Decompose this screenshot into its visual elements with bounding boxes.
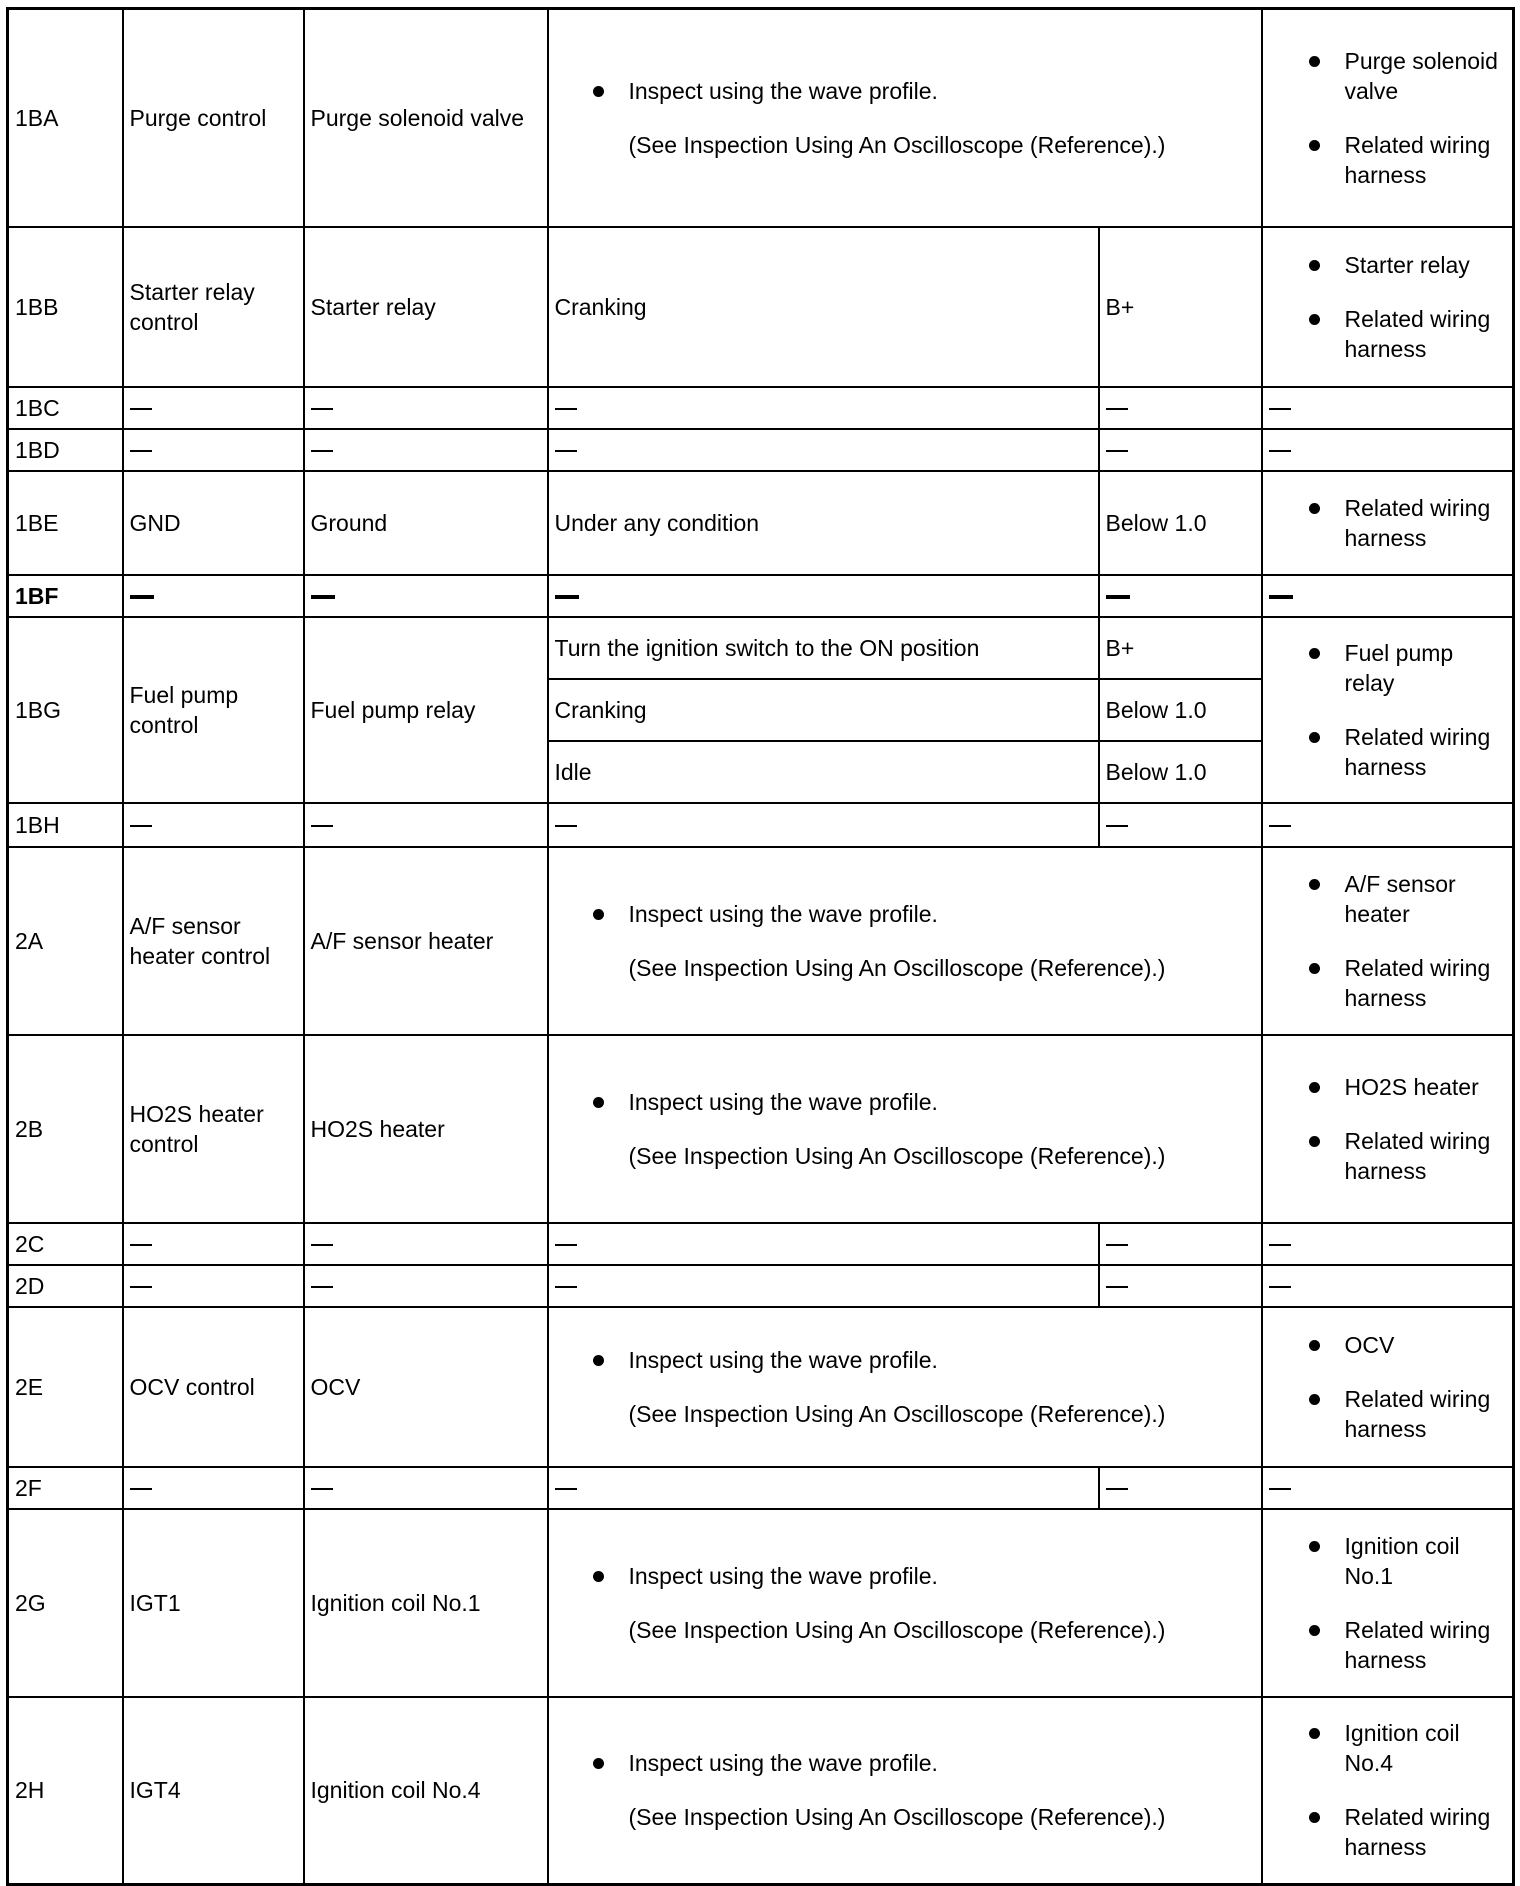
- condition-cell: Cranking: [548, 227, 1099, 387]
- terminal-cell: 2B: [8, 1035, 123, 1223]
- voltage-cell: Below 1.0: [1099, 471, 1262, 575]
- signal-cell: A/F sensor heater control: [123, 847, 304, 1035]
- suspected-area-cell: [1262, 1265, 1514, 1307]
- voltage-cell: Below 1.0: [1099, 679, 1262, 741]
- list-item: Related wiring harness: [1305, 1802, 1507, 1862]
- list-item: OCV: [1305, 1330, 1507, 1360]
- terminal-cell: 2A: [8, 847, 123, 1035]
- terminal-cell: 2C: [8, 1223, 123, 1265]
- signal-cell: GND: [123, 471, 304, 575]
- list-item: Ignition coil No.4: [1305, 1718, 1507, 1778]
- list-item: Related wiring harness: [1305, 722, 1507, 782]
- suspected-area-cell: [1262, 227, 1514, 387]
- terminal-cell: 1BB: [8, 227, 123, 387]
- empty-dash: [130, 1286, 152, 1288]
- table-row: [8, 1035, 1514, 1223]
- table-row: [8, 471, 1514, 575]
- table-row: [8, 9, 1514, 227]
- connected-to-cell: OCV: [304, 1307, 548, 1467]
- inspection-cell: [548, 1509, 1262, 1697]
- list-item: Related wiring harness: [1305, 953, 1507, 1013]
- inspect-instruction: Inspect using the wave profile.: [589, 1561, 1255, 1591]
- empty-dash: [1106, 408, 1128, 410]
- inspect-reference: (See Inspection Using An Oscilloscope (Reference).): [628, 1804, 1166, 1831]
- connected-to-cell: [304, 1467, 548, 1509]
- suspected-area-cell: [1262, 1223, 1514, 1265]
- suspected-area-cell: [1262, 617, 1514, 803]
- empty-dash: [1269, 1244, 1291, 1246]
- inspect-instruction: Inspect using the wave profile.: [589, 1345, 1255, 1375]
- connected-to-cell: Ignition coil No.4: [304, 1697, 548, 1885]
- terminal-cell: 2F: [8, 1467, 123, 1509]
- suspected-area-cell: [1262, 1035, 1514, 1223]
- connected-to-cell: Ground: [304, 471, 548, 575]
- empty-dash: [311, 450, 333, 452]
- inspection-cell: [548, 1307, 1262, 1467]
- condition-cell: [548, 429, 1099, 471]
- terminal-cell: 2E: [8, 1307, 123, 1467]
- empty-dash: [130, 1488, 152, 1490]
- empty-dash: [1269, 595, 1293, 599]
- table-row: [8, 1697, 1514, 1885]
- list-item: Fuel pump relay: [1305, 638, 1507, 698]
- terminal-cell: 1BG: [8, 617, 123, 803]
- table-row: [8, 429, 1514, 471]
- table-row: [8, 1265, 1514, 1307]
- empty-dash: [555, 1488, 577, 1490]
- inspect-instruction: Inspect using the wave profile.: [589, 1748, 1255, 1778]
- connected-to-cell: Ignition coil No.1: [304, 1509, 548, 1697]
- inspection-cell: [548, 9, 1262, 227]
- empty-dash: [555, 595, 579, 599]
- terminal-cell: 1BC: [8, 387, 123, 429]
- inspect-instruction: Inspect using the wave profile.: [589, 1087, 1255, 1117]
- list-item: Purge solenoid valve: [1305, 46, 1507, 106]
- voltage-cell: B+: [1099, 227, 1262, 387]
- signal-cell: [123, 1223, 304, 1265]
- suspected-area-cell: [1262, 429, 1514, 471]
- list-item: Related wiring harness: [1305, 1126, 1507, 1186]
- empty-dash: [555, 1244, 577, 1246]
- terminal-inspection-table: [6, 7, 1515, 1886]
- suspected-area-cell: [1262, 803, 1514, 847]
- table-row: [8, 1223, 1514, 1265]
- connected-to-cell: Fuel pump relay: [304, 617, 548, 803]
- terminal-cell: 1BA: [8, 9, 123, 227]
- empty-dash: [311, 408, 333, 410]
- voltage-cell: [1099, 803, 1262, 847]
- connected-to-cell: HO2S heater: [304, 1035, 548, 1223]
- voltage-cell: [1099, 429, 1262, 471]
- signal-cell: [123, 429, 304, 471]
- voltage-cell: [1099, 1467, 1262, 1509]
- signal-cell: Starter relay control: [123, 227, 304, 387]
- empty-dash: [1106, 1488, 1128, 1490]
- empty-dash: [1269, 408, 1291, 410]
- signal-cell: [123, 387, 304, 429]
- list-item: A/F sensor heater: [1305, 869, 1507, 929]
- inspect-instruction: Inspect using the wave profile.: [589, 899, 1255, 929]
- connected-to-cell: [304, 575, 548, 617]
- table-row: [8, 847, 1514, 1035]
- inspection-cell: [548, 1035, 1262, 1223]
- empty-dash: [311, 1244, 333, 1246]
- empty-dash: [130, 825, 152, 827]
- empty-dash: [1106, 1244, 1128, 1246]
- condition-cell: Under any condition: [548, 471, 1099, 575]
- condition-cell: [548, 1265, 1099, 1307]
- signal-cell: IGT4: [123, 1697, 304, 1885]
- signal-cell: [123, 1467, 304, 1509]
- condition-cell: Idle: [548, 741, 1099, 803]
- voltage-cell: [1099, 1223, 1262, 1265]
- suspected-area-cell: [1262, 1307, 1514, 1467]
- inspect-reference: (See Inspection Using An Oscilloscope (Reference).): [628, 1400, 1166, 1427]
- table-row: [8, 617, 1514, 679]
- empty-dash: [130, 408, 152, 410]
- terminal-cell: 2H: [8, 1697, 123, 1885]
- empty-dash: [555, 408, 577, 410]
- connected-to-cell: A/F sensor heater: [304, 847, 548, 1035]
- voltage-cell: Below 1.0: [1099, 741, 1262, 803]
- empty-dash: [130, 1244, 152, 1246]
- signal-cell: Fuel pump control: [123, 617, 304, 803]
- suspected-area-cell: [1262, 1467, 1514, 1509]
- signal-cell: [123, 575, 304, 617]
- empty-dash: [1106, 450, 1128, 452]
- inspect-reference: (See Inspection Using An Oscilloscope (Reference).): [628, 1142, 1166, 1169]
- empty-dash: [311, 825, 333, 827]
- empty-dash: [1269, 450, 1291, 452]
- voltage-cell: B+: [1099, 617, 1262, 679]
- suspected-area-cell: [1262, 387, 1514, 429]
- signal-cell: Purge control: [123, 9, 304, 227]
- empty-dash: [555, 450, 577, 452]
- terminal-cell: 1BF: [8, 575, 123, 617]
- empty-dash: [311, 1488, 333, 1490]
- empty-dash: [1106, 595, 1130, 599]
- voltage-cell: [1099, 575, 1262, 617]
- inspect-instruction: Inspect using the wave profile.: [589, 76, 1255, 106]
- connected-to-cell: [304, 429, 548, 471]
- suspected-area-cell: [1262, 575, 1514, 617]
- empty-dash: [1106, 1286, 1128, 1288]
- inspect-reference: (See Inspection Using An Oscilloscope (Reference).): [628, 131, 1166, 158]
- condition-cell: [548, 803, 1099, 847]
- suspected-area-cell: [1262, 471, 1514, 575]
- condition-cell: [548, 1223, 1099, 1265]
- signal-cell: OCV control: [123, 1307, 304, 1467]
- terminal-cell: 1BE: [8, 471, 123, 575]
- signal-cell: [123, 803, 304, 847]
- suspected-area-cell: [1262, 847, 1514, 1035]
- condition-cell: [548, 575, 1099, 617]
- list-item: HO2S heater: [1305, 1072, 1507, 1102]
- table-row: [8, 387, 1514, 429]
- list-item: Starter relay: [1305, 250, 1507, 280]
- table-row: [8, 803, 1514, 847]
- condition-cell: [548, 387, 1099, 429]
- table-row: [8, 1509, 1514, 1697]
- suspected-area-cell: [1262, 1509, 1514, 1697]
- terminal-cell: 2D: [8, 1265, 123, 1307]
- connected-to-cell: Purge solenoid valve: [304, 9, 548, 227]
- table-row: [8, 1307, 1514, 1467]
- signal-cell: HO2S heater control: [123, 1035, 304, 1223]
- terminal-cell: 1BH: [8, 803, 123, 847]
- condition-cell: [548, 1467, 1099, 1509]
- empty-dash: [1269, 825, 1291, 827]
- connected-to-cell: Starter relay: [304, 227, 548, 387]
- list-item: Related wiring harness: [1305, 493, 1507, 553]
- table-row: [8, 575, 1514, 617]
- terminal-cell: 1BD: [8, 429, 123, 471]
- list-item: Related wiring harness: [1305, 1384, 1507, 1444]
- empty-dash: [555, 825, 577, 827]
- table-row: [8, 1467, 1514, 1509]
- voltage-cell: [1099, 387, 1262, 429]
- connected-to-cell: [304, 803, 548, 847]
- suspected-area-cell: [1262, 1697, 1514, 1885]
- inspection-cell: [548, 847, 1262, 1035]
- inspect-reference: (See Inspection Using An Oscilloscope (Reference).): [628, 954, 1166, 981]
- list-item: Related wiring harness: [1305, 1615, 1507, 1675]
- empty-dash: [555, 1286, 577, 1288]
- table-row: [8, 227, 1514, 387]
- empty-dash: [130, 450, 152, 452]
- empty-dash: [130, 595, 154, 599]
- connected-to-cell: [304, 387, 548, 429]
- empty-dash: [1269, 1488, 1291, 1490]
- list-item: Related wiring harness: [1305, 304, 1507, 364]
- inspect-reference: (See Inspection Using An Oscilloscope (Reference).): [628, 1616, 1166, 1643]
- suspected-area-cell: [1262, 9, 1514, 227]
- list-item: Related wiring harness: [1305, 130, 1507, 190]
- connected-to-cell: [304, 1223, 548, 1265]
- list-item: Ignition coil No.1: [1305, 1531, 1507, 1591]
- empty-dash: [1106, 825, 1128, 827]
- signal-cell: [123, 1265, 304, 1307]
- condition-cell: Cranking: [548, 679, 1099, 741]
- signal-cell: IGT1: [123, 1509, 304, 1697]
- connected-to-cell: [304, 1265, 548, 1307]
- empty-dash: [1269, 1286, 1291, 1288]
- empty-dash: [311, 595, 335, 599]
- empty-dash: [311, 1286, 333, 1288]
- condition-cell: Turn the ignition switch to the ON position: [548, 617, 1099, 679]
- voltage-cell: [1099, 1265, 1262, 1307]
- terminal-cell: 2G: [8, 1509, 123, 1697]
- inspection-cell: [548, 1697, 1262, 1885]
